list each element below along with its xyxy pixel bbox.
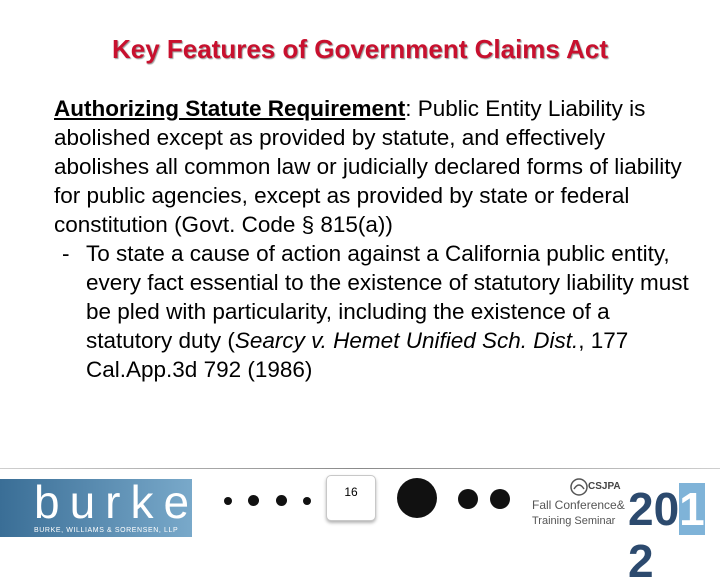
- slide-title: Key Features of Government Claims Act: [111, 34, 609, 64]
- decor-dot: [458, 489, 478, 509]
- burke-logo: [0, 476, 200, 537]
- intro-lead: Authorizing Statute Requirement: [54, 96, 406, 121]
- footer: [0, 469, 720, 587]
- year-part-1: 20: [628, 483, 680, 535]
- decor-dot: [397, 478, 437, 518]
- year-part-3: 2: [628, 535, 654, 587]
- page-number-badge: [326, 475, 376, 521]
- page-number: 16: [344, 485, 358, 499]
- bullet-text-before: To state a cause of action against a California public entity, every fact essential to the existence of statutory liability must be pled with particularity, including the existence of a statutory duty (: [86, 241, 689, 353]
- conference-logo: [532, 477, 628, 537]
- intro-paragraph: [54, 94, 694, 239]
- decor-dot: [224, 497, 232, 505]
- case-name: Searcy v. Hemet Unified Sch. Dist.: [234, 328, 579, 353]
- conference-emblem-icon: [568, 477, 590, 497]
- conference-ampersand: &: [616, 498, 625, 512]
- bullet-dash: -: [62, 241, 70, 266]
- slide-body: [54, 94, 694, 384]
- burke-logo-word: burke: [34, 476, 200, 528]
- decor-dot: [276, 495, 287, 506]
- intro-text: : Public Entity Liability is abolished except as provided by statute, and effectively abolishes all common law or judicially declared forms of liability for public agencies, except as provided by state or federal constitution (Govt. Code § 815(a)): [54, 96, 682, 237]
- conference-line-1: [532, 498, 625, 512]
- conference-abbr: CSJPA: [588, 481, 621, 492]
- burke-logo-subtitle: BURKE, WILLIAMS & SORENSEN, LLP: [34, 527, 179, 534]
- year-part-2: 1: [679, 483, 705, 535]
- decor-dot: [490, 489, 510, 509]
- sub-bullet: [54, 239, 694, 384]
- bullet-text-after: , 177 Cal.App.3d 792 (1986): [86, 328, 629, 382]
- conference-line-2: Training Seminar: [532, 515, 616, 527]
- decor-dot: [248, 495, 259, 506]
- decor-dot: [303, 497, 311, 505]
- conference-line-1-text: Fall Conference: [532, 498, 617, 512]
- conference-year: [628, 483, 716, 587]
